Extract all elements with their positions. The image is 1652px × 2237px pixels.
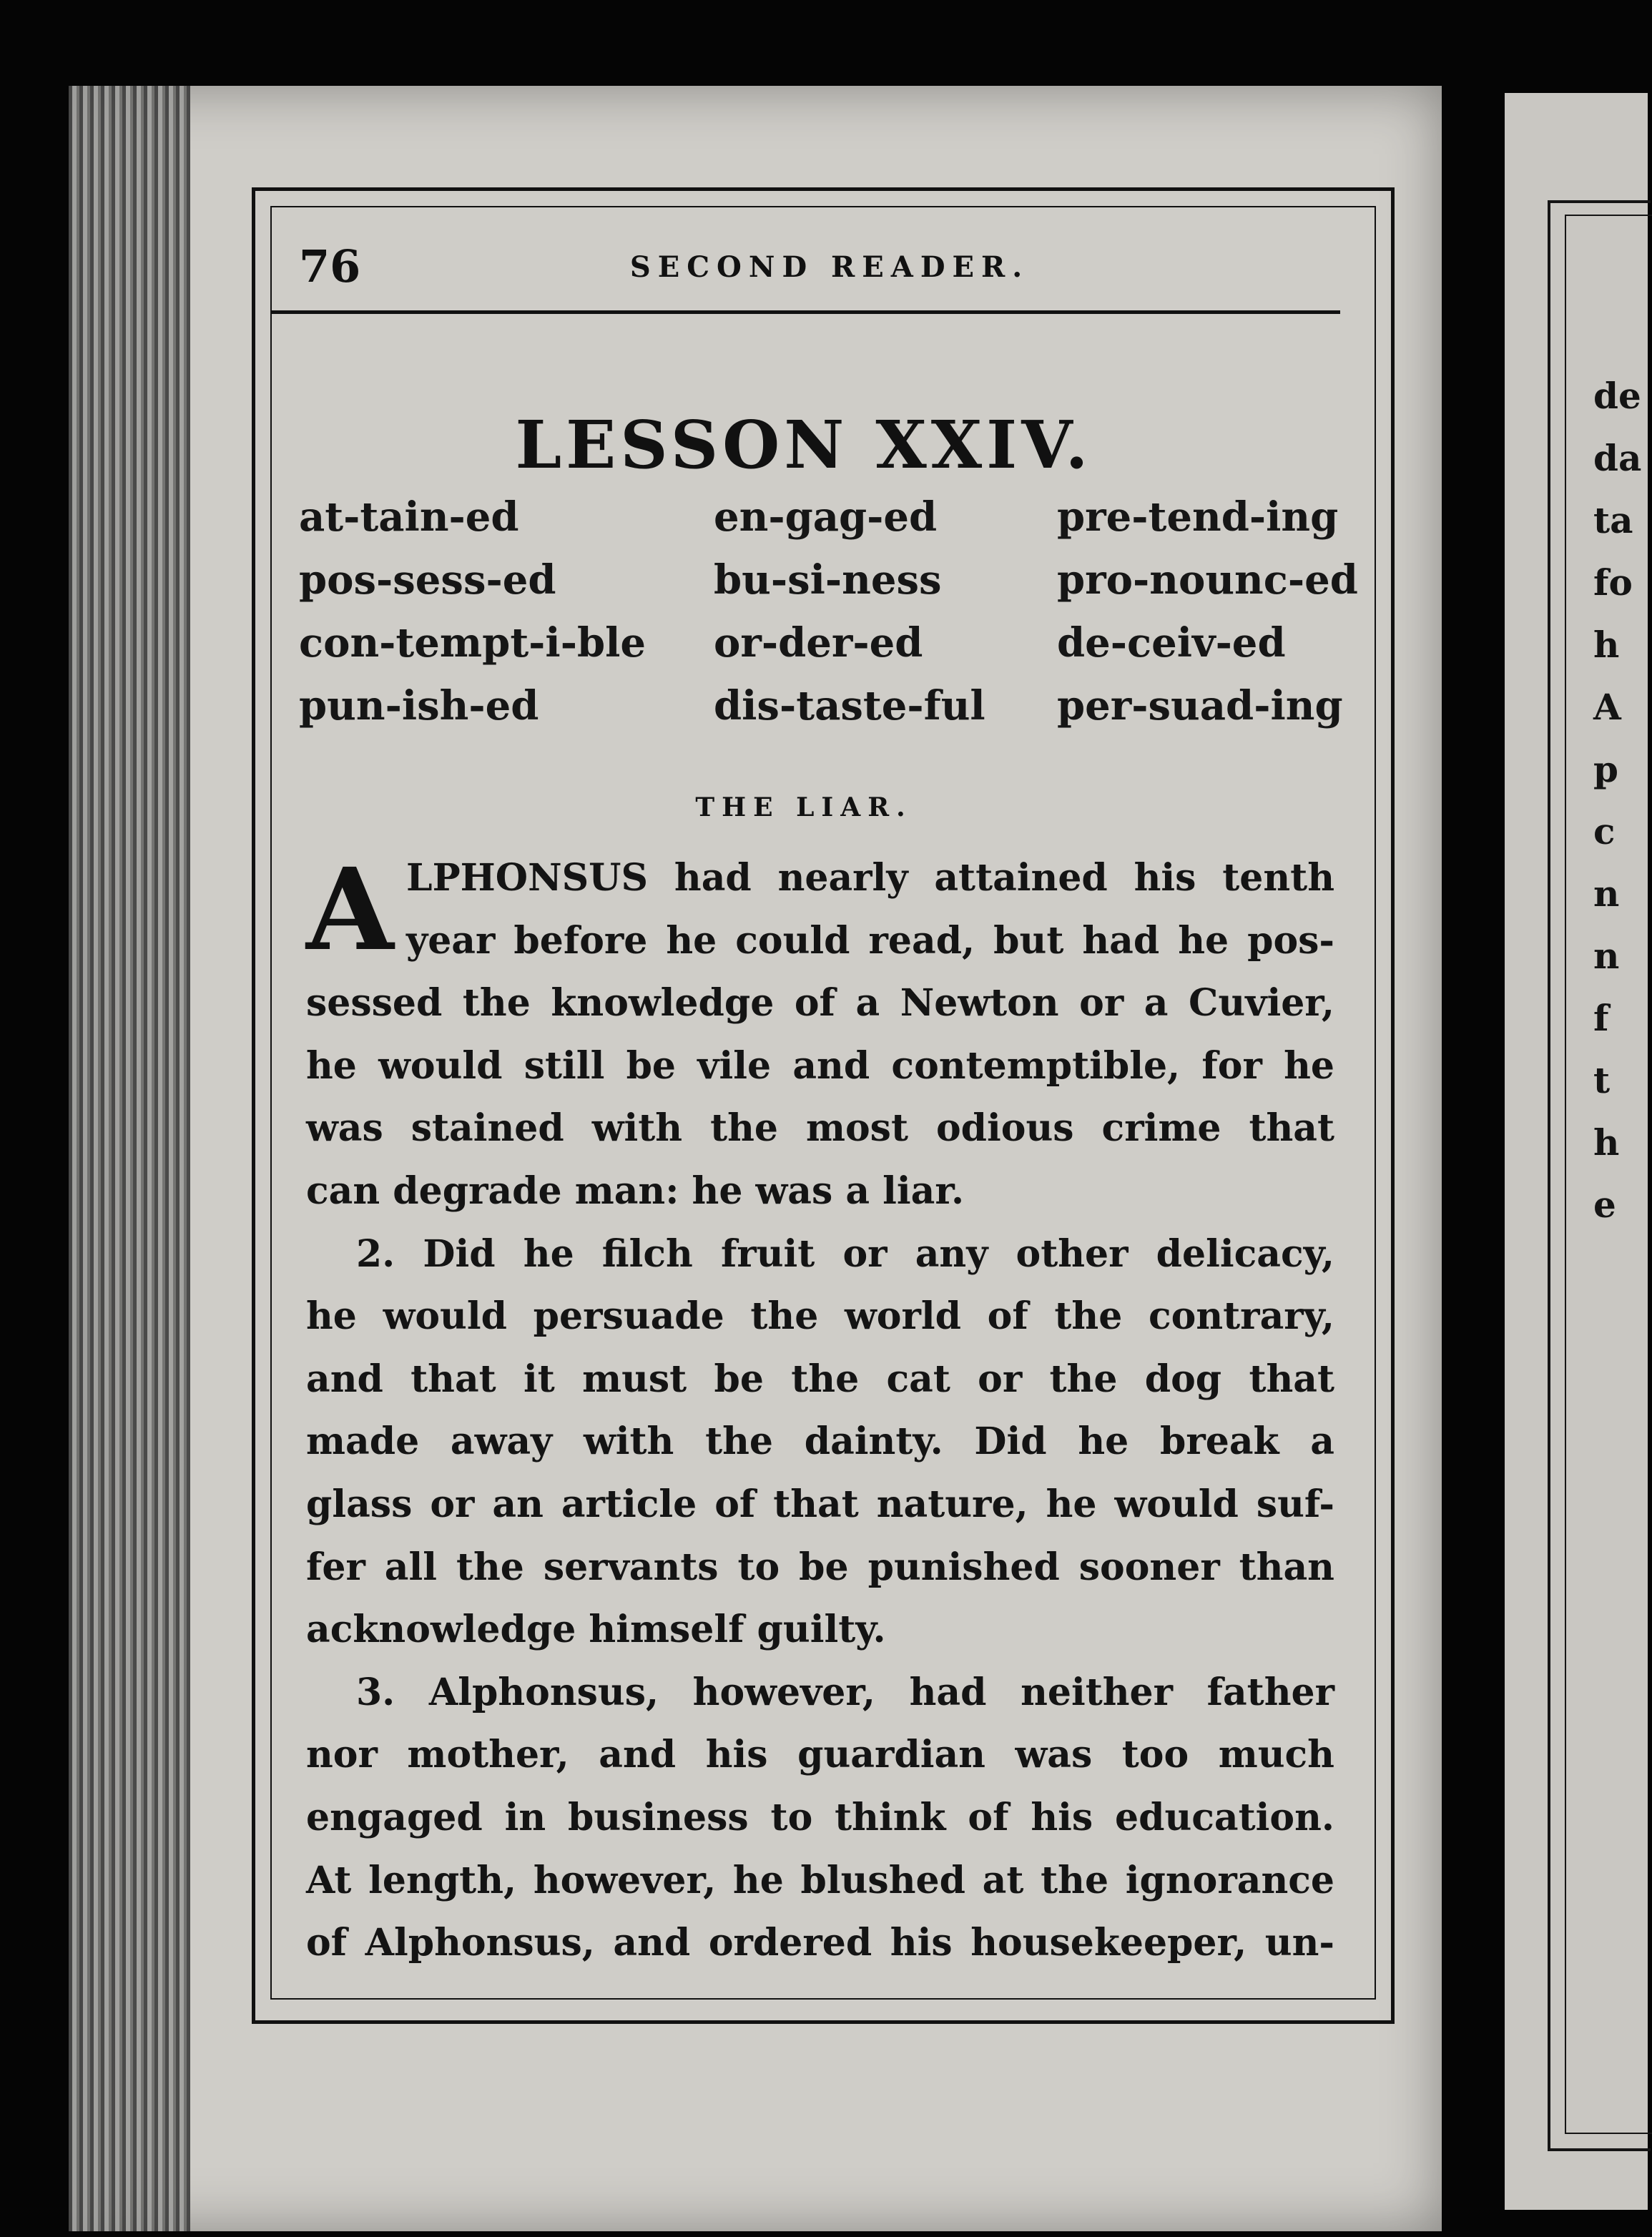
text-line: was stained with the most odious crime that <box>306 1106 1334 1151</box>
facing-page-fragment: n <box>1593 872 1620 915</box>
text-line: 2. Did he filch fruit or any other delicacy, <box>356 1231 1334 1276</box>
text-line: acknowledge himself guilty. <box>306 1608 886 1652</box>
text-line: 3. Alphonsus, however, had neither father <box>356 1670 1334 1714</box>
facing-page-fragment: h <box>1593 624 1620 666</box>
spelling-word: bu-si-ness <box>714 556 942 604</box>
text-line: year before he could read, but had he pos- <box>406 918 1334 963</box>
text-line: LPHONSUS had nearly attained his tenth <box>406 856 1334 900</box>
spelling-row <box>299 493 1350 556</box>
facing-page-fragment: p <box>1593 748 1618 790</box>
spelling-row <box>299 556 1358 619</box>
facing-page-text <box>1593 365 1642 1236</box>
spelling-word: dis-taste-ful <box>714 682 985 729</box>
text-line: At length, however, he blushed at the ignorance <box>306 1858 1334 1902</box>
text-line: can degrade man: he was a liar. <box>306 1169 965 1213</box>
facing-page-fragment: ta <box>1593 499 1633 541</box>
drop-cap: A <box>306 844 394 976</box>
spelling-word: at-tain-ed <box>299 493 519 541</box>
facing-page-fragment: t <box>1593 1059 1611 1101</box>
facing-page-fragment: e <box>1593 1184 1616 1226</box>
running-title: SECOND READER. <box>629 250 1030 284</box>
text-line: glass or an article of that nature, he would suf- <box>306 1482 1334 1526</box>
facing-page-fragment: h <box>1593 1121 1620 1164</box>
story-title: THE LIAR. <box>695 792 913 822</box>
story-text <box>306 844 1334 1975</box>
page-header <box>272 236 1336 308</box>
text-line: and that it must be the cat or the dog that <box>306 1357 1334 1401</box>
spelling-word-list <box>299 493 1358 745</box>
page-number: 76 <box>299 240 361 292</box>
spelling-word: pun-ish-ed <box>299 682 539 729</box>
text-line: he would persuade the world of the contrary, <box>306 1294 1334 1339</box>
text-line: sessed the knowledge of a Newton or a Cuvier, <box>306 981 1334 1026</box>
spelling-word: en-gag-ed <box>714 493 938 541</box>
spelling-word: pos-sess-ed <box>299 556 556 604</box>
text-line: engaged in business to think of his education. <box>306 1795 1334 1839</box>
facing-page-fragment: f <box>1593 997 1609 1039</box>
facing-page-fragment: c <box>1593 810 1616 852</box>
spelling-word: or-der-ed <box>714 619 923 667</box>
text-line: fer all the servants to be punished sooner than <box>306 1545 1334 1589</box>
spelling-word: de-ceiv-ed <box>1057 619 1286 667</box>
facing-page-fragment: A <box>1593 686 1621 728</box>
lesson-title: LESSON XXIV. <box>515 406 1093 483</box>
spelling-word: per-suad-ing <box>1057 682 1343 729</box>
facing-page-fragment: n <box>1593 935 1620 977</box>
text-line: he would still be vile and contemptible, for he <box>306 1043 1334 1088</box>
header-rule <box>272 310 1340 314</box>
spelling-row <box>299 619 1350 682</box>
page-edges <box>69 86 190 2231</box>
spelling-word: pro-nounc-ed <box>1057 556 1358 604</box>
spelling-row <box>299 682 1350 745</box>
text-line: made away with the dainty. Did he break a <box>306 1420 1334 1464</box>
text-line: of Alphonsus, and ordered his housekeeper, un- <box>306 1921 1334 1965</box>
spelling-word: con-tempt-i-ble <box>299 619 646 667</box>
facing-page-fragment: da <box>1593 437 1642 479</box>
spelling-word: pre-tend-ing <box>1057 493 1339 541</box>
facing-page-fragment: fo <box>1593 561 1633 604</box>
text-line: nor mother, and his guardian was too much <box>306 1733 1334 1777</box>
facing-page-fragment: de <box>1593 375 1641 417</box>
